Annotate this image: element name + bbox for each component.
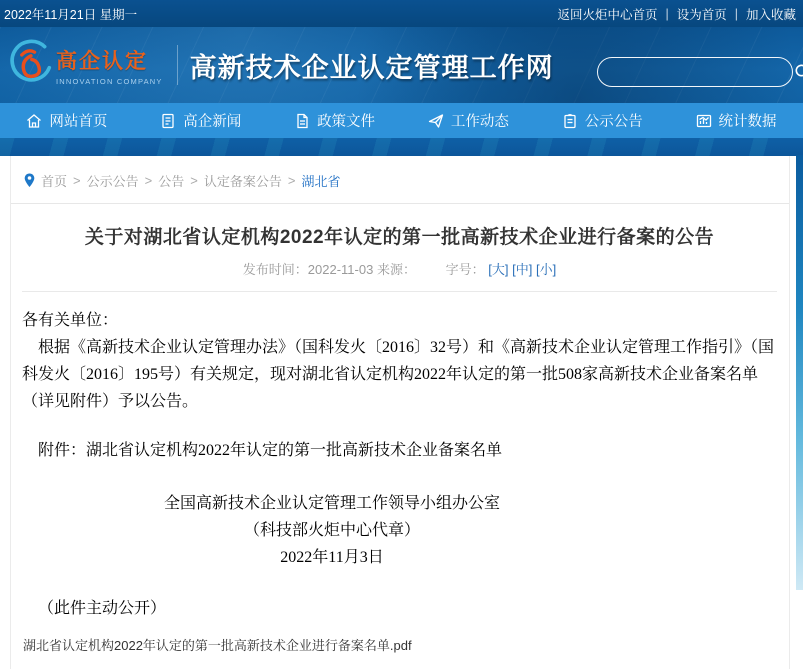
page-title: 关于对湖北省认定机构2022年认定的第一批高新技术企业进行备案的公告 (84, 227, 715, 248)
location-pin-icon (24, 173, 35, 188)
nav-item-statistics[interactable] (669, 103, 803, 138)
breadcrumb-separator: > (73, 173, 81, 188)
nav-item-home[interactable] (0, 103, 134, 138)
news-icon (160, 113, 176, 129)
brand-divider (177, 45, 178, 85)
breadcrumb-notice[interactable]: 公告 (158, 174, 185, 189)
disclosure-note: （此件主动公开） (38, 600, 167, 617)
salutation: 各有关单位： (22, 312, 119, 329)
main-nav (0, 103, 803, 138)
font-size-small-button[interactable]: [小] (535, 262, 557, 277)
search-box[interactable] (597, 57, 793, 87)
current-date: 2022年11月21日 星期一 (4, 7, 138, 22)
breadcrumb-home[interactable]: 首页 (41, 174, 68, 189)
topbar-links (557, 5, 796, 23)
paper-plane-icon (428, 113, 444, 129)
publish-date: 2022-11-03 (307, 262, 374, 277)
font-size-large-button[interactable]: [大] (488, 262, 509, 277)
breadcrumb-separator: > (190, 173, 198, 188)
page-edge-gradient (796, 155, 803, 590)
site-title: 高新技术企业认定管理工作网 (189, 52, 554, 83)
content-panel (10, 156, 790, 669)
logo-subtitle: INNOVATION COMPANY (56, 76, 163, 86)
divider (22, 291, 777, 292)
bar-chart-icon (696, 113, 712, 129)
fontsize-label: 字号： (445, 262, 485, 277)
separator: | (734, 6, 738, 21)
body-paragraph: 根据《高新技术企业认定管理办法》（国科发火〔2016〕32号）和《高新技术企业认定管理工作指引》（国科发火〔2016〕195号）有关规定，现对湖北省认定机构2022年认定的第一批508家高新技术企业备案名单（详见附件）予以公告。 (22, 339, 775, 410)
nav-item-policy[interactable] (268, 103, 402, 138)
topbar-link-add-favorite[interactable]: 加入收藏 (745, 7, 796, 22)
policy-doc-icon (294, 113, 310, 129)
nav-label: 高企新闻 (183, 114, 242, 130)
attachment-line: 附件：湖北省认定机构2022年认定的第一批高新技术企业备案名单 (38, 442, 503, 459)
article-meta (22, 259, 777, 278)
nav-bottom-strip (0, 138, 803, 156)
source-label: 来源： (376, 262, 416, 277)
signer: 全国高新技术企业认定管理工作领导小组办公室 (163, 495, 500, 512)
search-input[interactable] (598, 58, 794, 86)
breadcrumb-separator: > (287, 173, 296, 188)
breadcrumb-filing-notice[interactable]: 认定备案公告 (203, 174, 282, 189)
nav-label: 统计数据 (718, 114, 777, 130)
search-icon[interactable] (794, 63, 812, 81)
signer-note: （科技部火炬中心代章） (243, 522, 420, 539)
breadcrumb-announcements[interactable]: 公示公告 (86, 174, 139, 189)
breadcrumb-hubei[interactable]: 湖北省 (301, 174, 341, 189)
document-body (22, 307, 777, 659)
nav-label: 政策文件 (317, 114, 376, 130)
breadcrumb (11, 156, 789, 204)
logo-icon (8, 40, 52, 90)
logo-name: 高企认定 (56, 49, 148, 73)
topbar-link-set-homepage[interactable]: 设为首页 (676, 7, 727, 22)
nav-item-news[interactable] (134, 103, 268, 138)
nav-label: 网站首页 (49, 114, 108, 130)
site-header (0, 27, 803, 103)
sign-date: 2022年11月3日 (280, 549, 384, 566)
site-brand[interactable] (0, 40, 554, 90)
nav-label: 公示公告 (584, 114, 643, 130)
nav-item-announcements[interactable] (535, 103, 669, 138)
article (11, 222, 789, 669)
breadcrumb-separator: > (144, 173, 153, 188)
nav-item-dynamics[interactable] (401, 103, 535, 138)
topbar-link-torch-home[interactable]: 返回火炬中心首页 (557, 7, 658, 22)
separator: | (665, 6, 669, 21)
top-utility-bar (0, 0, 803, 27)
clipboard-icon (562, 113, 578, 129)
publish-time-label: 发布时间： (242, 262, 308, 277)
logo-text (56, 45, 163, 86)
nav-label: 工作动态 (450, 114, 509, 130)
home-icon (26, 113, 42, 129)
attachment-pdf-link[interactable]: 湖北省认定机构2022年认定的第一批高新技术企业进行备案名单.pdf (23, 638, 412, 653)
font-size-medium-button[interactable]: [中] (512, 262, 533, 277)
signature-block (22, 490, 642, 571)
